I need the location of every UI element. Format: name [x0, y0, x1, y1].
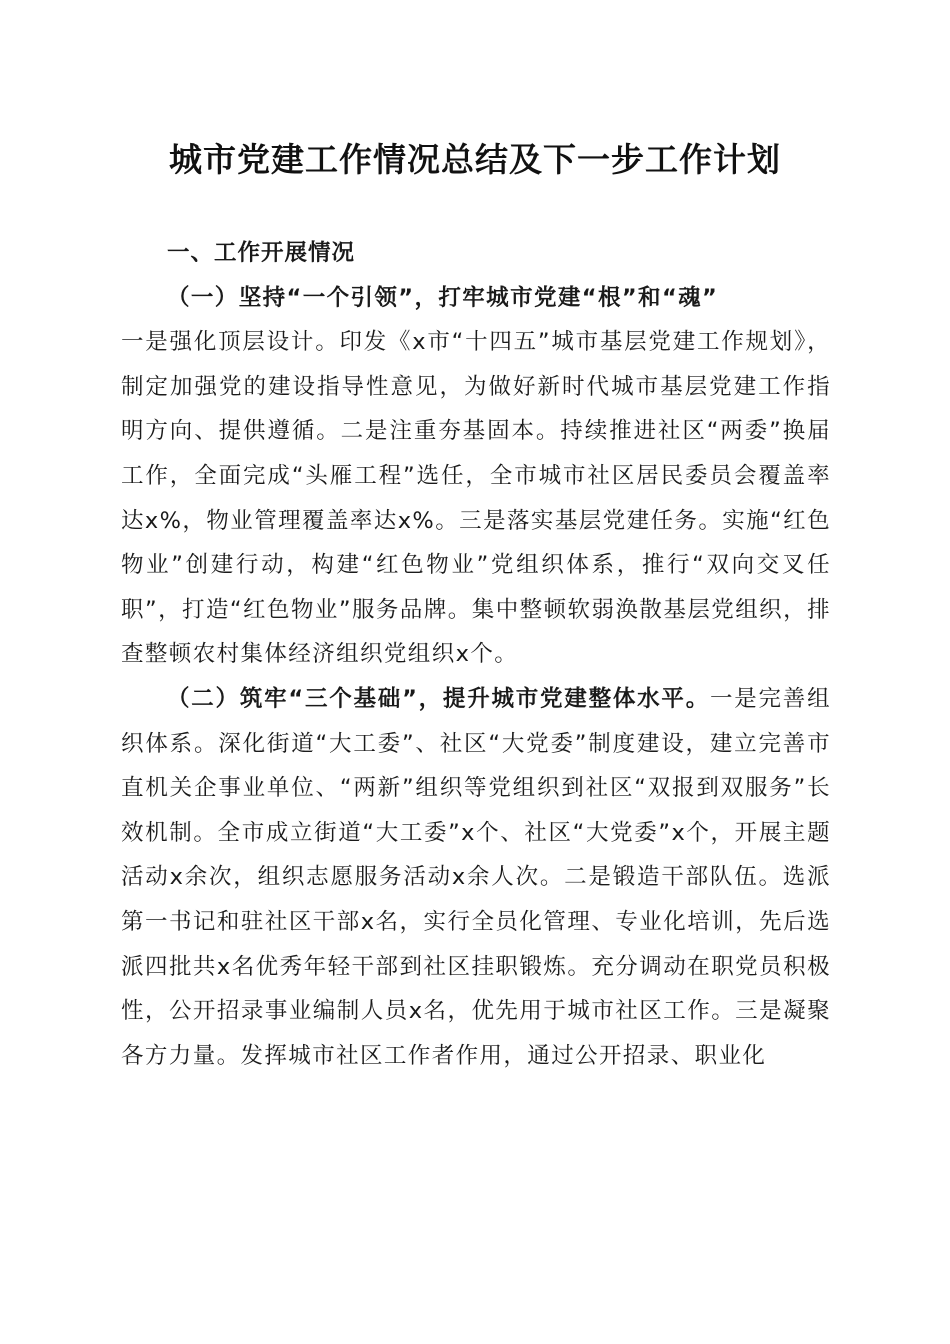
document-body [121, 231, 831, 1078]
part2-paragraph [121, 677, 831, 1078]
part2-heading: （二）筑牢“三个基础”，提升城市党建整体水平。 [167, 685, 710, 712]
section-heading: 一、工作开展情况 [167, 240, 356, 266]
part1-heading: （一）坚持“一个引领”，打牢城市党建“根”和“魂” [167, 284, 719, 311]
part2-body: 一是完善组织体系。深化街道“大工委”、社区“大党委”制度建设，建立完善市直机关企事业单位、“两新”组织等党组织到社区“双报到双服务”长效机制。全市成立街道“大工委”x个、社区“大党委”x个，开展主题活动x余次，组织志愿服务活动x余人次。二是锻造干部队伍。选派第一书记和驻社区干部x名，实行全员化管理、专业化培训，先后选派四批共x名优秀年轻干部到社区挂职锻炼。充分调动在职党员积极性，公开招录事业编制人员x名，优先用于城市社区工作。三是凝聚各方力量。发挥城市社区工作者作用，通过公开招录、职业化 [121, 685, 831, 1069]
document-title: 城市党建工作情况总结及下一步工作计划 [169, 140, 781, 179]
part1-paragraph: 一是强化顶层设计。印发《x市“十四五”城市基层党建工作规划》，制定加强党的建设指导性意见，为做好新时代城市基层党建工作指明方向、提供遵循。二是注重夯基固本。持续推进社区“两委”换届工作，全面完成“头雁工程”选任，全市城市社区居民委员会覆盖率达x%，物业管理覆盖率达x%。三是落实基层党建任务。实施“红色物业”创建行动，构建“红色物业”党组织体系，推行“双向交叉任职”，打造“红色物业”服务品牌。集中整顿软弱涣散基层党组织，排查整顿农村集体经济组织党组织x个。 [121, 329, 831, 668]
